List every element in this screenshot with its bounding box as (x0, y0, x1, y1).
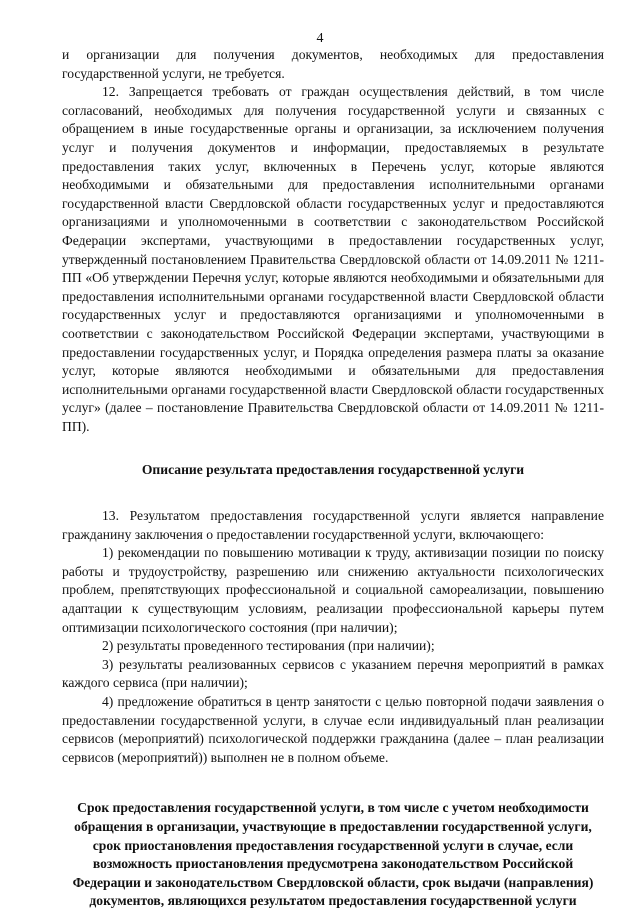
paragraph-continuation: и организации для получения документов, необходимых для предоставления государственной услуги, не требуется. (62, 47, 604, 81)
heading-result-description: Описание результата предоставления государственной услуги (141, 462, 525, 478)
paragraph-13: 13. Результатом предоставления государственной услуги является направление гражданину заключения о предоставлении государственной услуги, включающего: (62, 508, 604, 542)
page-number: 4 (316, 31, 324, 46)
list-item-3: 3) результаты реализованных сервисов с указанием перечня мероприятий в рамках каждого сервиса (при наличии); (62, 656, 604, 691)
document-body (62, 46, 604, 911)
list-item-4: 4) предложение обратиться в центр занятости с целью повторной подачи заявления о предоставлении государственной услуги, в случае если индивидуальный план реализации сервисов (мероприятий) психологической поддержки гражданина (далее – план реализации сервисов (мероприятий)) выполнен не в полном объеме. (62, 694, 604, 765)
paragraph-12: 12. Запрещается требовать от граждан осуществления действий, в том числе согласований, необходимых для получения государственной услуги и связанных с обращением в иные государственные органы и организации, за исключением получения услуг и получения документов и информации, предоставляемых в результате предоставления таких услуг, включенных в Перечень услуг, которые являются необходимыми и обязательными для предоставления исполнительными органами государственной власти Свердловской области государственных услуг и предоставляются организациями и уполномоченными в соответствии с законодательством Российской Федерации экспертами, участвующими в предоставлении государственных услуг, утвержденный постановлением Правительства Свердловской области от 14.09.2011 № 1211-ПП «Об утверждении Перечня услуг, которые являются необходимыми и обязательными для предоставления исполнительными органами государственной власти Свердловской области государственных услуг и предоставляются организациями и уполномоченными в соответствии с законодательством Российской Федерации экспертами, участвующими в предоставлении государственных услуг, и Порядка определения размера платы за оказание услуг, которые являются необходимыми и обязательными для предоставления исполнительными органами государственной власти Свердловской области государственных услуг» (далее – постановление Правительства Свердловской области от 14.09.2011 № 1211-ПП). (62, 84, 604, 434)
list-item-2: 2) результаты проведенного тестирования (при наличии); (102, 638, 435, 654)
heading-service-term: Срок предоставления государственной услуги, в том числе с учетом необходимости обращения в организации, участвующие в предоставлении государственной услуги, срок приостановления предоставления государственной услуги в случае, если возможность приостановления предусмотрена законодательством Российской Федерации и законодательством Свердловской области, срок выдачи (направления) документов, являющихся результатом предоставления государственной услуги (72, 800, 594, 909)
list-item-1: 1) рекомендации по повышению мотивации к труду, активизации позиции по поиску работы и трудоустройству, разрешению или снижению актуальности психологических проблем, препятствующих профессиональной и социальной самореализации, повышению адаптации к существующим условиям, реализации профессиональной карьеры путем оптимизации психологического состояния (при наличии); (62, 545, 604, 635)
